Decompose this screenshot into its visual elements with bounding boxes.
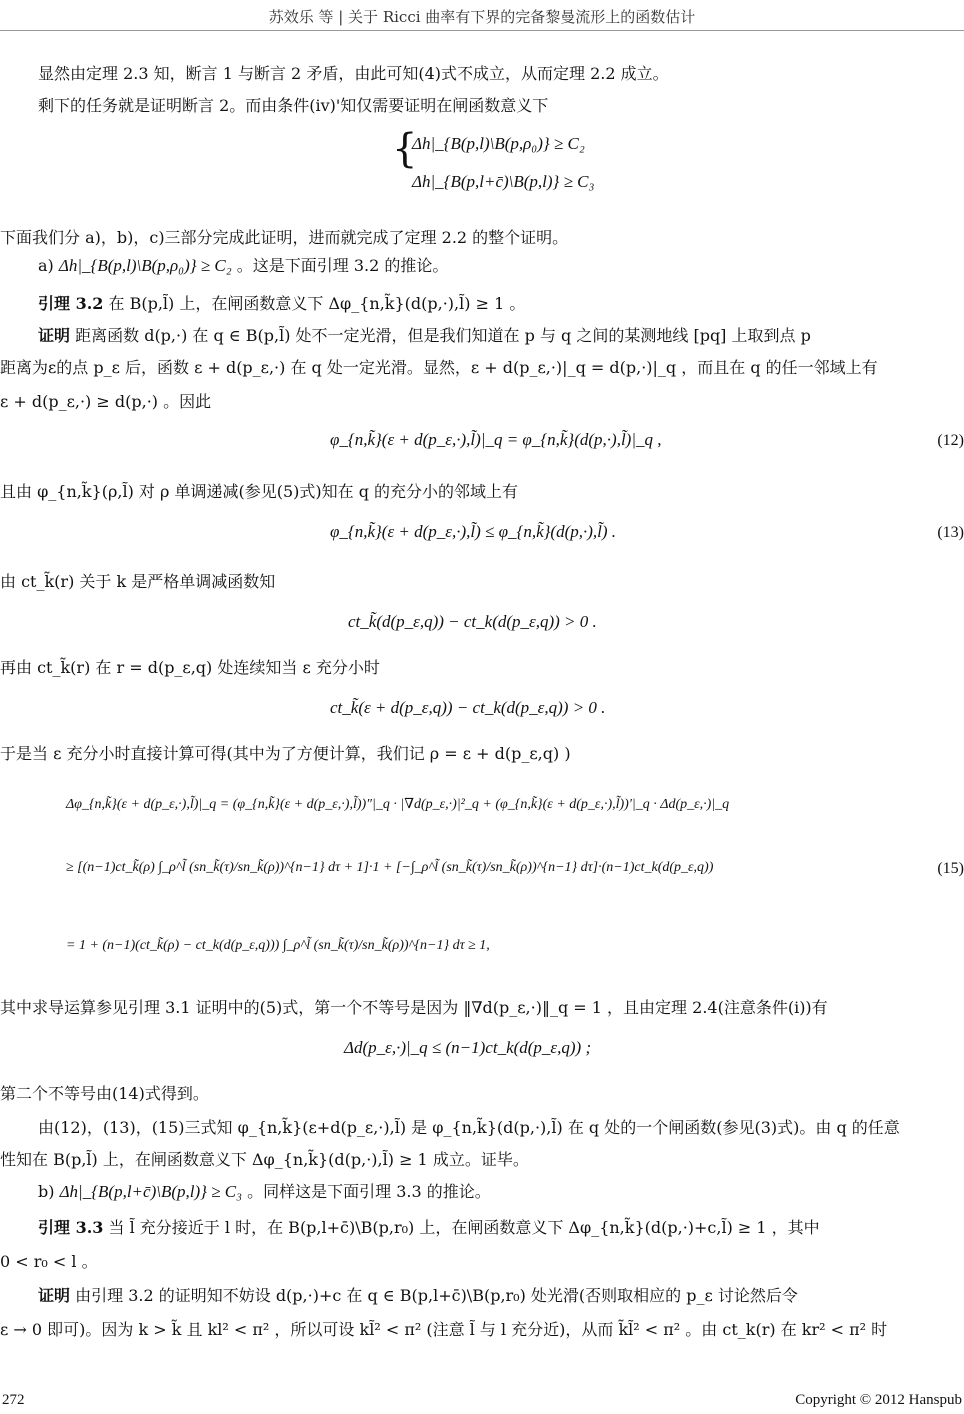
proof-line-2: 距离为ε的点 p_ε 后，函数 ε + d(p_ε,·) 在 q 处一定光滑。显然，ε + d(p_ε,·)|_q = d(p,·)|_q ，而且在 q 的任一邻域上有 <box>0 358 878 377</box>
equation-15-line-2: ≥ [(n−1)ct_k̃(ρ) ∫_ρ^l̃ (sn_k̃(τ)/sn_k̃(ρ))^{n−1} dτ + 1]·1 + [−∫_ρ^l̃ (sn_k̃(τ)/sn_k̃(ρ))^{n−1} dτ]·(n−1)ct_k(d(p_ε,q)) <box>66 860 714 875</box>
equation-b: Δh|_{B(p,l+c̄)\B(p,l)} ≥ C₃ <box>59 1182 243 1201</box>
paragraph-b <box>0 1182 964 1202</box>
equation-number-13: (13) <box>937 524 964 541</box>
lemma-3-2-label: 引理 3.2 <box>38 294 104 313</box>
equation-12: φ_{n,k̃}(ε + d(p_ε,·),l̃)|_q = φ_{n,k̃}(d(p,·),l̃)|_q , <box>330 430 662 449</box>
equation-number-12: (12) <box>937 432 964 449</box>
proof-2-text-1: 由引理 3.2 的证明知不妨设 d(p,·)+c 在 q ∈ B(p,l+c̄)\B(p,r₀) 处光滑(否则取相应的 p_ε 讨论然后令 <box>75 1286 798 1305</box>
after-15-line-2: 第二个不等号由(14)式得到。 <box>0 1084 209 1103</box>
equation-a: Δh|_{B(p,l)\B(p,ρ₀)} ≥ C₂ <box>58 256 232 275</box>
lemma-3-2-text: 在 B(p,l̃) 上，在闸函数意义下 Δφ_{n,k̃}(d(p,·),l̃) ≥ 1 。 <box>108 294 526 313</box>
equation-number-15: (15) <box>937 860 964 877</box>
equation-15-line-1: Δφ_{n,k̃}(ε + d(p_ε,·),l̃)|_q = (φ_{n,k̃}(ε + d(p_ε,·),l̃))″|_q · |∇d(p_ε,·)|²_q + (φ_{n,k̃}(ε + d(p_ε,·),l̃))′|_q · Δd(p_ε,·)|_q <box>66 797 730 812</box>
ct-intro: 由 ct_k̃(r) 关于 k 是严格单调减函数知 <box>0 572 276 591</box>
ct-inequality-2: ct_k̃(ε + d(p_ε,q)) − ct_k(d(p_ε,q)) > 0 . <box>330 698 606 717</box>
item-b-label: b) <box>38 1182 55 1201</box>
proof-line-3: ε + d(p_ε,·) ≥ d(p,·) 。因此 <box>0 392 212 411</box>
lemma-3-3-label: 引理 3.3 <box>38 1218 104 1237</box>
paragraph-a <box>0 256 964 276</box>
running-header: 苏效乐 等 | 关于 Ricci 曲率有下界的完备黎曼流形上的函数估计 <box>268 8 696 26</box>
proof-2-line-2: ε → 0 即可)。因为 k > k̃ 且 kl² < π² ，所以可设 kl̃² < π² (注意 l̃ 与 l 充分近)，从而 k̃l̃² < π² 。由 ct_k(r) 在 kr² < π² 时 <box>0 1320 888 1339</box>
conclusion-line-1: 由(12)，(13)，(15)三式知 φ_{n,k̃}(ε+d(p_ε,·),l̃) 是 φ_{n,k̃}(d(p,·),l̃) 在 q 处的一个闸函数(参见(3)式)。由 q 的任意 <box>38 1118 900 1137</box>
paragraph-1: 显然由定理 2.3 知，断言 1 与断言 2 矛盾，由此可知(4)式不成立，从而定理 2.2 成立。 <box>38 64 669 83</box>
item-a-text: 。这是下面引理 3.2 的推论。 <box>236 256 449 275</box>
header-rule <box>0 30 964 31</box>
after-15-line-1: 其中求导运算参见引理 3.1 证明中的(5)式，第一个不等号是因为 ‖∇d(p_ε,·)‖_q = 1 ，且由定理 2.4(注意条件(i))有 <box>0 998 828 1017</box>
page-number: 272 <box>2 1392 25 1408</box>
paragraph-2: 剩下的任务就是证明断言 2。而由条件(iv)'知仅需要证明在闸函数意义下 <box>38 96 549 115</box>
copyright-notice: Copyright © 2012 Hanspub <box>795 1392 962 1408</box>
equation-13: φ_{n,k̃}(ε + d(p_ε,·),l̃) ≤ φ_{n,k̃}(d(p,·),l̃) . <box>330 522 617 541</box>
ct-intro-2: 再由 ct_k̃(r) 在 r = d(p_ε,q) 处连续知当 ε 充分小时 <box>0 658 380 677</box>
proof-2-label: 证明 <box>38 1286 71 1305</box>
proof-2-line-1 <box>0 1286 964 1306</box>
proof-label: 证明 <box>38 326 71 345</box>
eq13-intro: 且由 φ_{n,k̃}(ρ,l̃) 对 ρ 单调递减(参见(5)式)知在 q 的充分小的邻域上有 <box>0 482 519 501</box>
ct-inequality-1: ct_k̃(d(p_ε,q)) − ct_k(d(p_ε,q)) > 0 . <box>348 612 597 631</box>
lemma-3-2 <box>0 294 964 314</box>
system-brace: { <box>392 126 418 172</box>
conclusion-line-2: 性知在 B(p,l̃) 上，在闸函数意义下 Δφ_{n,k̃}(d(p,·),l̃) ≥ 1 成立。证毕。 <box>0 1150 529 1169</box>
laplacian-bound: Δd(p_ε,·)|_q ≤ (n−1)ct_k(d(p_ε,q)) ; <box>344 1038 592 1057</box>
proof-text-1: 距离函数 d(p,·) 在 q ∈ B(p,l̃) 处不一定光滑，但是我们知道在 p 与 q 之间的某测地线 [pq] 上取到点 p <box>75 326 811 345</box>
item-a-label: a) <box>38 256 54 275</box>
lemma-3-3-condition: 0 < r₀ < l 。 <box>0 1252 98 1271</box>
lemma-3-3 <box>0 1218 964 1238</box>
equation-system-bottom: Δh|_{B(p,l+c̄)\B(p,l)} ≥ C₃ <box>412 172 595 191</box>
calc-intro: 于是当 ε 充分小时直接计算可得(其中为了方便计算，我们记 ρ = ε + d(p_ε,q) ) <box>0 744 571 763</box>
proof-line-1 <box>0 326 964 346</box>
lemma-3-3-text: 当 l̃ 充分接近于 l 时，在 B(p,l+c̄)\B(p,r₀) 上，在闸函数意义下 Δφ_{n,k̃}(d(p,·)+c,l̃) ≥ 1 ，其中 <box>108 1218 820 1237</box>
paragraph-3: 下面我们分 a)，b)，c)三部分完成此证明，进而就完成了定理 2.2 的整个证明。 <box>0 228 569 247</box>
equation-system-top: Δh|_{B(p,l)\B(p,ρ₀)} ≥ C₂ <box>412 134 585 153</box>
equation-15-line-3: = 1 + (n−1)(ct_k̃(ρ) − ct_k(d(p_ε,q))) ∫_ρ^l̃ (sn_k̃(τ)/sn_k̃(ρ))^{n−1} dτ ≥ 1, <box>66 938 490 953</box>
item-b-text: 。同样这是下面引理 3.3 的推论。 <box>247 1182 491 1201</box>
